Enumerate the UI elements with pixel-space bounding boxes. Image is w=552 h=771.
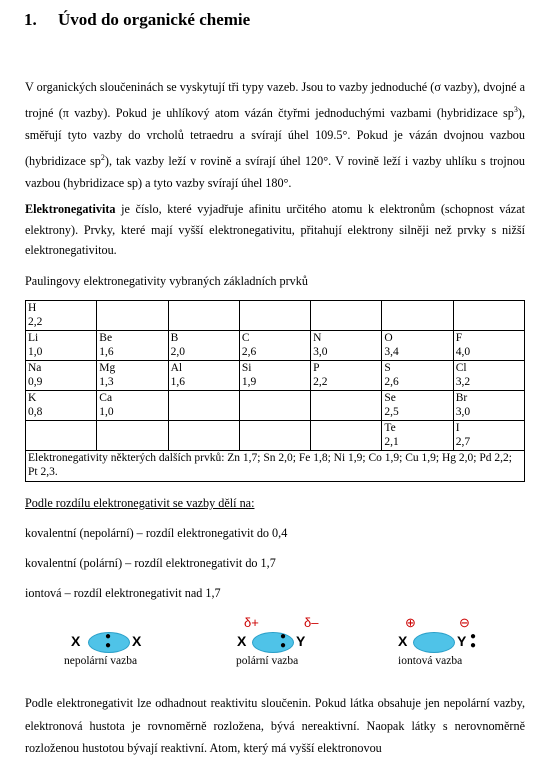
- element-cell: [311, 331, 382, 361]
- element-cell: [453, 331, 524, 361]
- element-symbol: Li: [28, 332, 39, 344]
- element-symbol: Mg: [99, 362, 116, 374]
- element-cell: [97, 391, 168, 421]
- table-footer-row: [26, 451, 525, 482]
- element-cell: [239, 301, 310, 331]
- element-cell: [382, 361, 453, 391]
- electronegativity-table: [25, 300, 525, 482]
- electron-pair-icon: ● ●: [105, 631, 112, 651]
- element-cell: [97, 361, 168, 391]
- polar-bond-label: polární vazba: [236, 655, 299, 667]
- electron-cloud: [252, 632, 294, 653]
- nonpolar-bond-label: nepolární vazba: [64, 655, 138, 667]
- element-value: 3,2: [455, 376, 471, 388]
- page-title: [24, 10, 250, 30]
- element-cell: [311, 391, 382, 421]
- atom-left: X: [398, 633, 408, 649]
- element-cell: [26, 331, 97, 361]
- element-cell: [453, 361, 524, 391]
- partial-positive-charge: δ+: [244, 615, 259, 630]
- element-value: 0,9: [28, 376, 43, 388]
- element-symbol: K: [28, 392, 37, 404]
- element-cell: [26, 421, 97, 451]
- intro-paragraph: [25, 76, 525, 195]
- intro-text-c: ), tak vazby leží v rovině a svírají úhel 120°. V rovině leží i vazby uhlíku s trojnou vazbou (hybridizace sp) a tyto vazby svírají úhel 180°.: [25, 153, 525, 191]
- element-value: 2,2: [313, 376, 328, 388]
- element-cell: [453, 421, 524, 451]
- element-value: 0,8: [28, 406, 43, 418]
- element-symbol: Si: [241, 362, 252, 374]
- partial-negative-charge: δ–: [304, 615, 319, 630]
- element-cell: [97, 421, 168, 451]
- element-value: 3,0: [455, 406, 471, 418]
- element-value: 2,0: [170, 346, 185, 358]
- element-cell: [382, 331, 453, 361]
- element-cell: [168, 331, 239, 361]
- positive-charge-icon: ⊕: [405, 615, 416, 630]
- element-symbol: Al: [170, 362, 183, 374]
- element-cell: [382, 421, 453, 451]
- element-value: 1,6: [170, 376, 185, 388]
- element-value: 4,0: [455, 346, 471, 358]
- element-value: 2,7: [455, 436, 471, 448]
- element-symbol: Se: [384, 392, 396, 404]
- chapter-number: 1.: [24, 10, 37, 29]
- element-cell: [311, 421, 382, 451]
- element-symbol: Ca: [99, 392, 113, 404]
- electron-pair-icon: ● ●: [470, 631, 477, 651]
- element-value: 1,0: [28, 346, 43, 358]
- element-value: 1,3: [99, 376, 114, 388]
- atom-right: Y: [457, 633, 467, 649]
- element-symbol: N: [313, 332, 322, 344]
- table-row: [26, 301, 525, 331]
- bond-item-polar: kovalentní (polární) – rozdíl elektronegativit do 1,7: [25, 556, 276, 570]
- element-cell: [453, 391, 524, 421]
- element-symbol: O: [384, 332, 393, 344]
- element-cell: [311, 301, 382, 331]
- element-cell: [168, 361, 239, 391]
- chapter-title: Úvod do organické chemie: [58, 10, 251, 29]
- atom-right: Y: [296, 633, 306, 649]
- element-value: 2,6: [241, 346, 257, 358]
- intro-text-b: ), směřují tyto vazby do vrcholů tetraedru a svírají úhel 109.5°. Pokud je vázán dvojnou vazbou (hybridizace sp: [25, 105, 525, 168]
- intro-sup-1: 3: [513, 104, 518, 114]
- element-cell: [382, 391, 453, 421]
- bond-division-heading: Podle rozdílu elektronegativit se vazby dělí na:: [25, 496, 255, 510]
- element-cell: [26, 391, 97, 421]
- element-cell: [97, 331, 168, 361]
- element-cell: [97, 301, 168, 331]
- element-cell: [239, 391, 310, 421]
- element-cell: [168, 391, 239, 421]
- element-symbol: B: [170, 332, 179, 344]
- element-cell: [168, 421, 239, 451]
- element-cell: [382, 301, 453, 331]
- electronegativity-term: Elektronegativita: [25, 202, 116, 216]
- bond-item-ionic: iontová – rozdíl elektronegativit nad 1,7: [25, 586, 221, 600]
- element-cell: [453, 301, 524, 331]
- atom-left: X: [71, 633, 81, 649]
- table-row: [26, 331, 525, 361]
- negative-charge-icon: ⊖: [459, 615, 470, 630]
- electron-cloud: [413, 632, 455, 653]
- element-cell: [26, 361, 97, 391]
- element-value: 1,0: [99, 406, 114, 418]
- element-symbol: Cl: [455, 362, 467, 374]
- element-symbol: C: [241, 332, 250, 344]
- electronegativity-paragraph: [25, 199, 525, 261]
- element-symbol: S: [384, 362, 391, 374]
- table-caption: Paulingovy elektronegativity vybraných základních prvků: [25, 274, 308, 288]
- element-symbol: I: [455, 422, 460, 434]
- element-symbol: H: [28, 302, 37, 314]
- element-value: 1,6: [99, 346, 114, 358]
- bond-item-nonpolar: kovalentní (nepolární) – rozdíl elektronegativit do 0,4: [25, 526, 288, 540]
- element-cell: [311, 361, 382, 391]
- reactivity-paragraph: Podle elektronegativit lze odhadnout reaktivitu sloučenin. Pokud látka obsahuje jen nepolární vazby, elektronová hustota je rovnoměrně rozložena, bývá nereaktivní. Naopak látky s nerovnoměrně rozloženou hustotou bývají reaktivní. Atom, který má vyšší elektronovou: [25, 696, 525, 755]
- table-footer: Elektronegativity některých dalších prvků: Zn 1,7; Sn 2,0; Fe 1,8; Ni 1,9; Co 1,9; Cu 1,9; Hg 2,0; Pd 2,2; Pt 2,3.: [26, 451, 525, 482]
- electron-pair-icon: ● ●: [280, 631, 287, 651]
- intro-text-a: V organických sloučeninách se vyskytují tři typy vazeb. Jsou to vazby jednoduché (σ vazby), dvojné a trojné (π vazby). Pokud je uhlíkový atom vázán čtyřmi jednoduchými vazbami (hybridizace sp: [25, 80, 525, 120]
- intro-sup-2: 2: [100, 152, 105, 162]
- ionic-bond-label: iontová vazba: [398, 655, 463, 667]
- element-value: 2,2: [28, 316, 43, 328]
- element-symbol: Be: [99, 332, 113, 344]
- element-cell: [239, 331, 310, 361]
- element-value: 2,6: [384, 376, 399, 388]
- element-value: 3,0: [313, 346, 328, 358]
- element-symbol: Te: [384, 422, 396, 434]
- table-row: [26, 361, 525, 391]
- element-value: 2,1: [384, 436, 399, 448]
- electronegativity-definition: je číslo, které vyjadřuje afinitu určitého atomu k elektronům (schopnost vázat elektrony). Prvky, které mají vyšší elektronegativitu, přitahují elektrony silněji než prvky s nižší elektronegativitou.: [25, 202, 525, 257]
- element-value: 3,4: [384, 346, 399, 358]
- element-cell: [239, 421, 310, 451]
- element-cell: [168, 301, 239, 331]
- element-symbol: Br: [455, 392, 468, 404]
- element-symbol: P: [313, 362, 320, 374]
- element-symbol: Na: [28, 362, 42, 374]
- table-row: [26, 391, 525, 421]
- atom-right: X: [132, 633, 142, 649]
- element-value: 2,5: [384, 406, 399, 418]
- element-cell: [26, 301, 97, 331]
- table-row: [26, 421, 525, 451]
- element-value: 1,9: [241, 376, 257, 388]
- atom-left: X: [237, 633, 247, 649]
- element-symbol: F: [455, 332, 463, 344]
- element-cell: [239, 361, 310, 391]
